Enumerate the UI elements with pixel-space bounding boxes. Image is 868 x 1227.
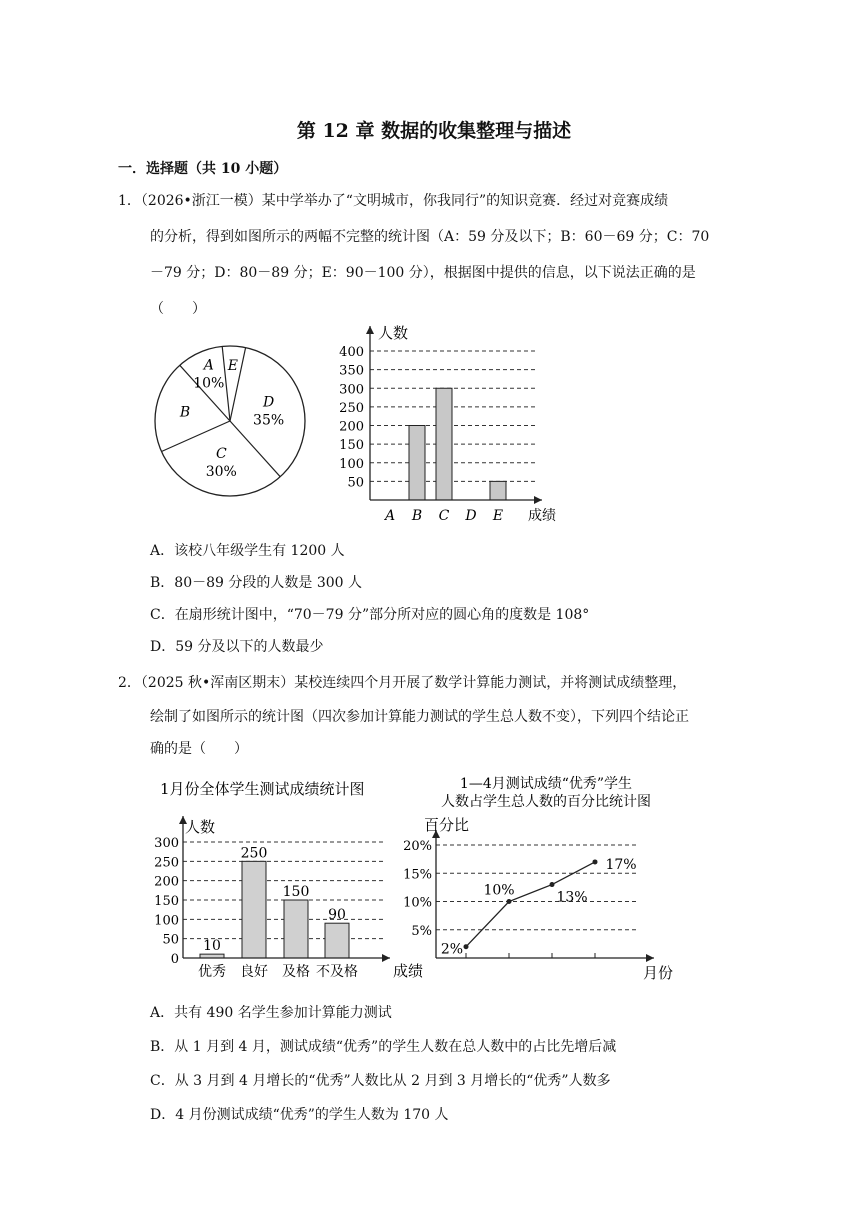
bar-B <box>409 426 425 501</box>
y-tick-50: 50 <box>162 932 179 948</box>
q2-option-a[interactable]: A．共有 490 名学生参加计算能力测试 <box>150 1005 392 1021</box>
point-month-2 <box>507 899 512 904</box>
y-axis-label: 百分比 <box>424 816 470 834</box>
bar-E <box>490 481 506 500</box>
data-label-良好: 250 <box>240 845 268 862</box>
q2-line-2: 绘制了如图所示的统计图（四次参加计算能力测试的学生总人数不变），下列四个结论正 <box>150 709 689 725</box>
data-label-优秀: 10 <box>203 938 221 955</box>
q2-line-3: 确的是（ ） <box>150 741 248 757</box>
y-tick-300: 300 <box>339 382 364 398</box>
bar-及格 <box>284 900 308 958</box>
page-title: 第 12 章 数据的收集整理与描述 <box>296 120 572 142</box>
x-tick-A: A <box>384 508 396 524</box>
q1-line-2: 的分析，得到如图所示的两幅不完整的统计图（A：59 分及以下；B：60－69 分；C：70 <box>150 229 710 245</box>
bar-不及格 <box>325 923 349 958</box>
y-tick-250: 250 <box>154 855 179 871</box>
data-label-month-2: 10% <box>483 882 515 899</box>
q1-line-4: （ ） <box>150 301 206 317</box>
q1-line-3: －79 分；D：80－89 分；E：90－100 分），根据图中提供的信息，以下说法正确的是 <box>150 265 696 281</box>
point-month-3 <box>550 882 555 887</box>
point-month-1 <box>464 944 469 949</box>
y-tick-350: 350 <box>339 363 364 379</box>
y-tick-100: 100 <box>339 456 364 472</box>
y-tick-400: 400 <box>339 345 364 360</box>
y-tick-200: 200 <box>339 419 364 435</box>
pie-slice-label-E: E <box>227 358 239 375</box>
chart-title-line-2: 人数占学生总人数的百分比统计图 <box>441 794 651 810</box>
y-tick-15%: 15% <box>403 867 432 883</box>
pie-slice-label-B: B <box>179 404 191 421</box>
point-month-4 <box>593 859 598 864</box>
data-label-month-4: 17% <box>605 856 637 873</box>
bar-良好 <box>242 861 266 958</box>
x-axis-label: 成绩 <box>392 962 424 980</box>
chart-title-line-1: 1—4月测试成绩“优秀”学生 <box>459 776 633 792</box>
data-label-month-3: 13% <box>556 889 588 906</box>
q1-option-a[interactable]: A．该校八年级学生有 1200 人 <box>150 543 345 559</box>
q1-line-1: 1．（2026•浙江一模）某中学举办了“文明城市，你我同行”的知识竞赛．经过对竞赛成绩 <box>118 193 669 209</box>
y-tick-20%: 20% <box>403 839 432 854</box>
x-tick-良好: 良好 <box>240 964 268 980</box>
y-axis-arrowhead <box>366 326 374 334</box>
q2-option-d[interactable]: D．4 月份测试成绩“优秀”的学生人数为 170 人 <box>150 1107 449 1123</box>
y-tick-100: 100 <box>154 913 179 929</box>
q1-pie-chart <box>140 336 320 506</box>
y-tick-300: 300 <box>154 836 179 851</box>
y-tick-0: 0 <box>170 952 179 967</box>
pie-slice-label-C-percent: 30% <box>205 464 237 481</box>
chart-title: 1月份全体学生测试成绩统计图 <box>160 780 365 798</box>
x-axis-arrowhead <box>382 954 390 962</box>
y-tick-5%: 5% <box>411 923 432 939</box>
q1-option-c[interactable]: C．在扇形统计图中，“70－79 分”部分所对应的圆心角的度数是 108° <box>150 607 590 623</box>
y-tick-150: 150 <box>154 894 179 909</box>
x-axis-arrowhead <box>646 954 654 962</box>
y-axis-label: 人数 <box>185 818 216 836</box>
q2-bar-chart <box>140 772 440 992</box>
data-label-及格: 150 <box>282 884 310 900</box>
section-heading: 一．选择题（共 10 小题） <box>118 161 288 177</box>
data-label-month-1: 2% <box>440 941 464 958</box>
x-axis-label: 成绩 <box>528 508 556 524</box>
x-tick-不及格: 不及格 <box>316 964 358 980</box>
bar-C <box>436 388 452 500</box>
y-tick-200: 200 <box>154 874 179 890</box>
x-axis-arrowhead <box>534 496 542 504</box>
y-axis-label: 人数 <box>378 324 409 342</box>
pie-slice-label-A-percent: 10% <box>193 375 225 392</box>
q2-line-1: 2．（2025 秋•浑南区期末）某校连续四个月开展了数学计算能力测试，并将测试成绩整理， <box>118 675 687 691</box>
x-tick-D: D <box>465 508 477 524</box>
y-tick-10%: 10% <box>403 895 432 911</box>
x-tick-B: B <box>411 508 423 524</box>
x-axis-label: 月份 <box>642 964 674 982</box>
q1-option-b[interactable]: B．80－89 分段的人数是 300 人 <box>150 575 362 591</box>
pie-divider-C <box>230 421 280 477</box>
y-tick-150: 150 <box>339 438 364 454</box>
y-tick-50: 50 <box>347 475 364 491</box>
pie-slice-label-C: C <box>215 446 227 463</box>
y-tick-250: 250 <box>339 400 364 416</box>
q2-option-b[interactable]: B．从 1 月到 4 月，测试成绩“优秀”的学生人数在总人数中的占比先增后减 <box>150 1039 617 1055</box>
pie-slice-label-A: A <box>203 357 214 374</box>
x-tick-优秀: 优秀 <box>198 964 226 980</box>
x-tick-及格: 及格 <box>282 964 310 980</box>
data-label-不及格: 90 <box>328 907 346 924</box>
x-tick-E: E <box>492 508 504 524</box>
pie-slice-label-D: D <box>262 394 275 411</box>
q1-option-d[interactable]: D．59 分及以下的人数最少 <box>150 639 324 655</box>
q2-line-chart <box>396 772 696 992</box>
q2-option-c[interactable]: C．从 3 月到 4 月增长的“优秀”人数比从 2 月到 3 月增长的“优秀”人数多 <box>150 1073 611 1089</box>
pie-slice-label-D-percent: 35% <box>253 412 285 429</box>
x-tick-C: C <box>438 508 450 524</box>
q1-bar-chart <box>320 318 580 528</box>
